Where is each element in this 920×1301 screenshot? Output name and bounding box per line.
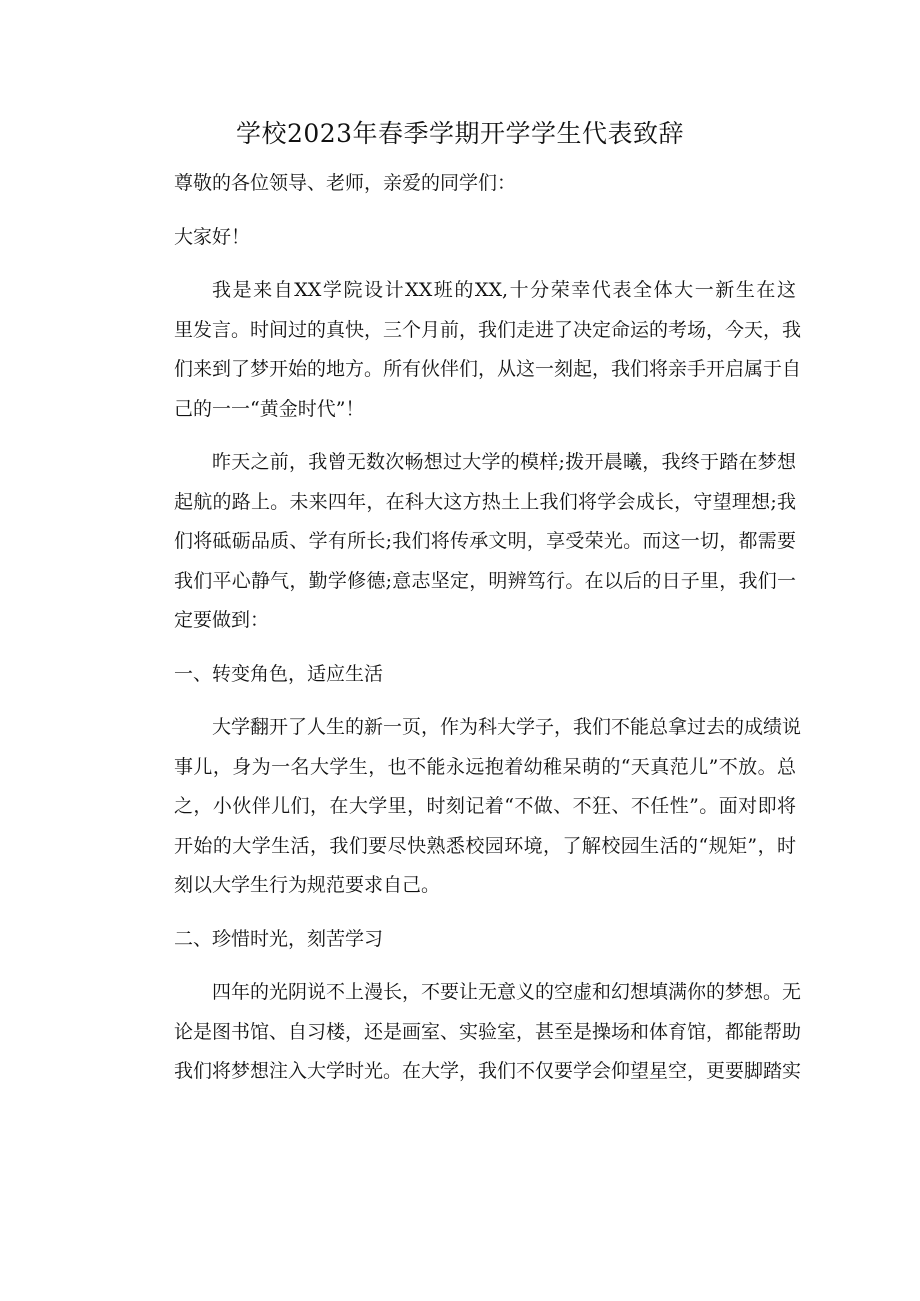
text-line: 我们将梦想注入大学时光。在大学，我们不仅要学会仰望星空，更要脚踏实: [174, 1060, 802, 1082]
document-title: 学校2023年春季学期开学学生代表致辞: [235, 119, 685, 148]
text-line: 事儿，身为一名大学生，也不能永远抱着幼稚呆萌的“天真范儿”不放。总: [174, 755, 796, 778]
text-line: 们将砥砺品质、学有所长;我们将传承文明，享受荣光。而这一切，都需要: [174, 530, 796, 552]
text-line: 起航的路上。未来四年，在科大这方热土上我们将学会成长，守望理想;我: [174, 490, 796, 513]
study-paragraph: [136, 973, 802, 1092]
intro-paragraph: [136, 271, 802, 429]
text-line: 论是图书馆、自习楼，还是画室、实验室，甚至是操场和体育馆，都能帮助: [174, 1020, 802, 1043]
hello-paragraph: 大家好！: [174, 225, 251, 248]
dream-paragraph: [136, 443, 796, 641]
text-line: 大学翻开了人生的新一页，作为科大学子，我们不能总拿过去的成绩说: [212, 716, 802, 738]
document-body: [136, 164, 802, 1106]
text-line: 里发言。时间过的真快，三个月前，我们走进了决定命运的考场，今天，我: [174, 318, 802, 341]
text-line: 刻以大学生行为规范要求自己。: [174, 874, 441, 896]
text-line: 我是来自XX学院设计XX班的XX,十分荣幸代表全体大一新生在这: [212, 279, 796, 301]
role-paragraph: [136, 708, 802, 906]
section-heading-1: 一、转变角色，适应生活: [174, 662, 384, 685]
text-line: 们来到了梦开始的地方。所有伙伴们，从这一刻起，我们将亲手开启属于自: [174, 358, 802, 380]
text-line: 定要做到：: [174, 609, 270, 631]
section-heading-2: 二、珍惜时光，刻苦学习: [174, 927, 384, 950]
text-line: 之，小伙伴儿们，在大学里，时刻记着“不做、不狂、不任性”。面对即将: [174, 795, 796, 817]
text-line: 四年的光阴说不上漫长，不要让无意义的空虚和幻想填满你的梦想。无: [212, 981, 802, 1003]
text-line: 己的一一“黄金时代”！: [174, 397, 365, 420]
text-line: 我们平心静气，勤学修德;意志坚定，明辨笃行。在以后的日子里，我们一: [174, 569, 796, 592]
text-line: 开始的大学生活，我们要尽快熟悉校园环境，了解校园生活的“规矩”，时: [174, 834, 796, 857]
greeting-paragraph: 尊敬的各位领导、老师，亲爱的同学们：: [174, 172, 517, 194]
text-line: 昨天之前，我曾无数次畅想过大学的模样;拨开晨曦，我终于踏在梦想: [212, 451, 796, 473]
